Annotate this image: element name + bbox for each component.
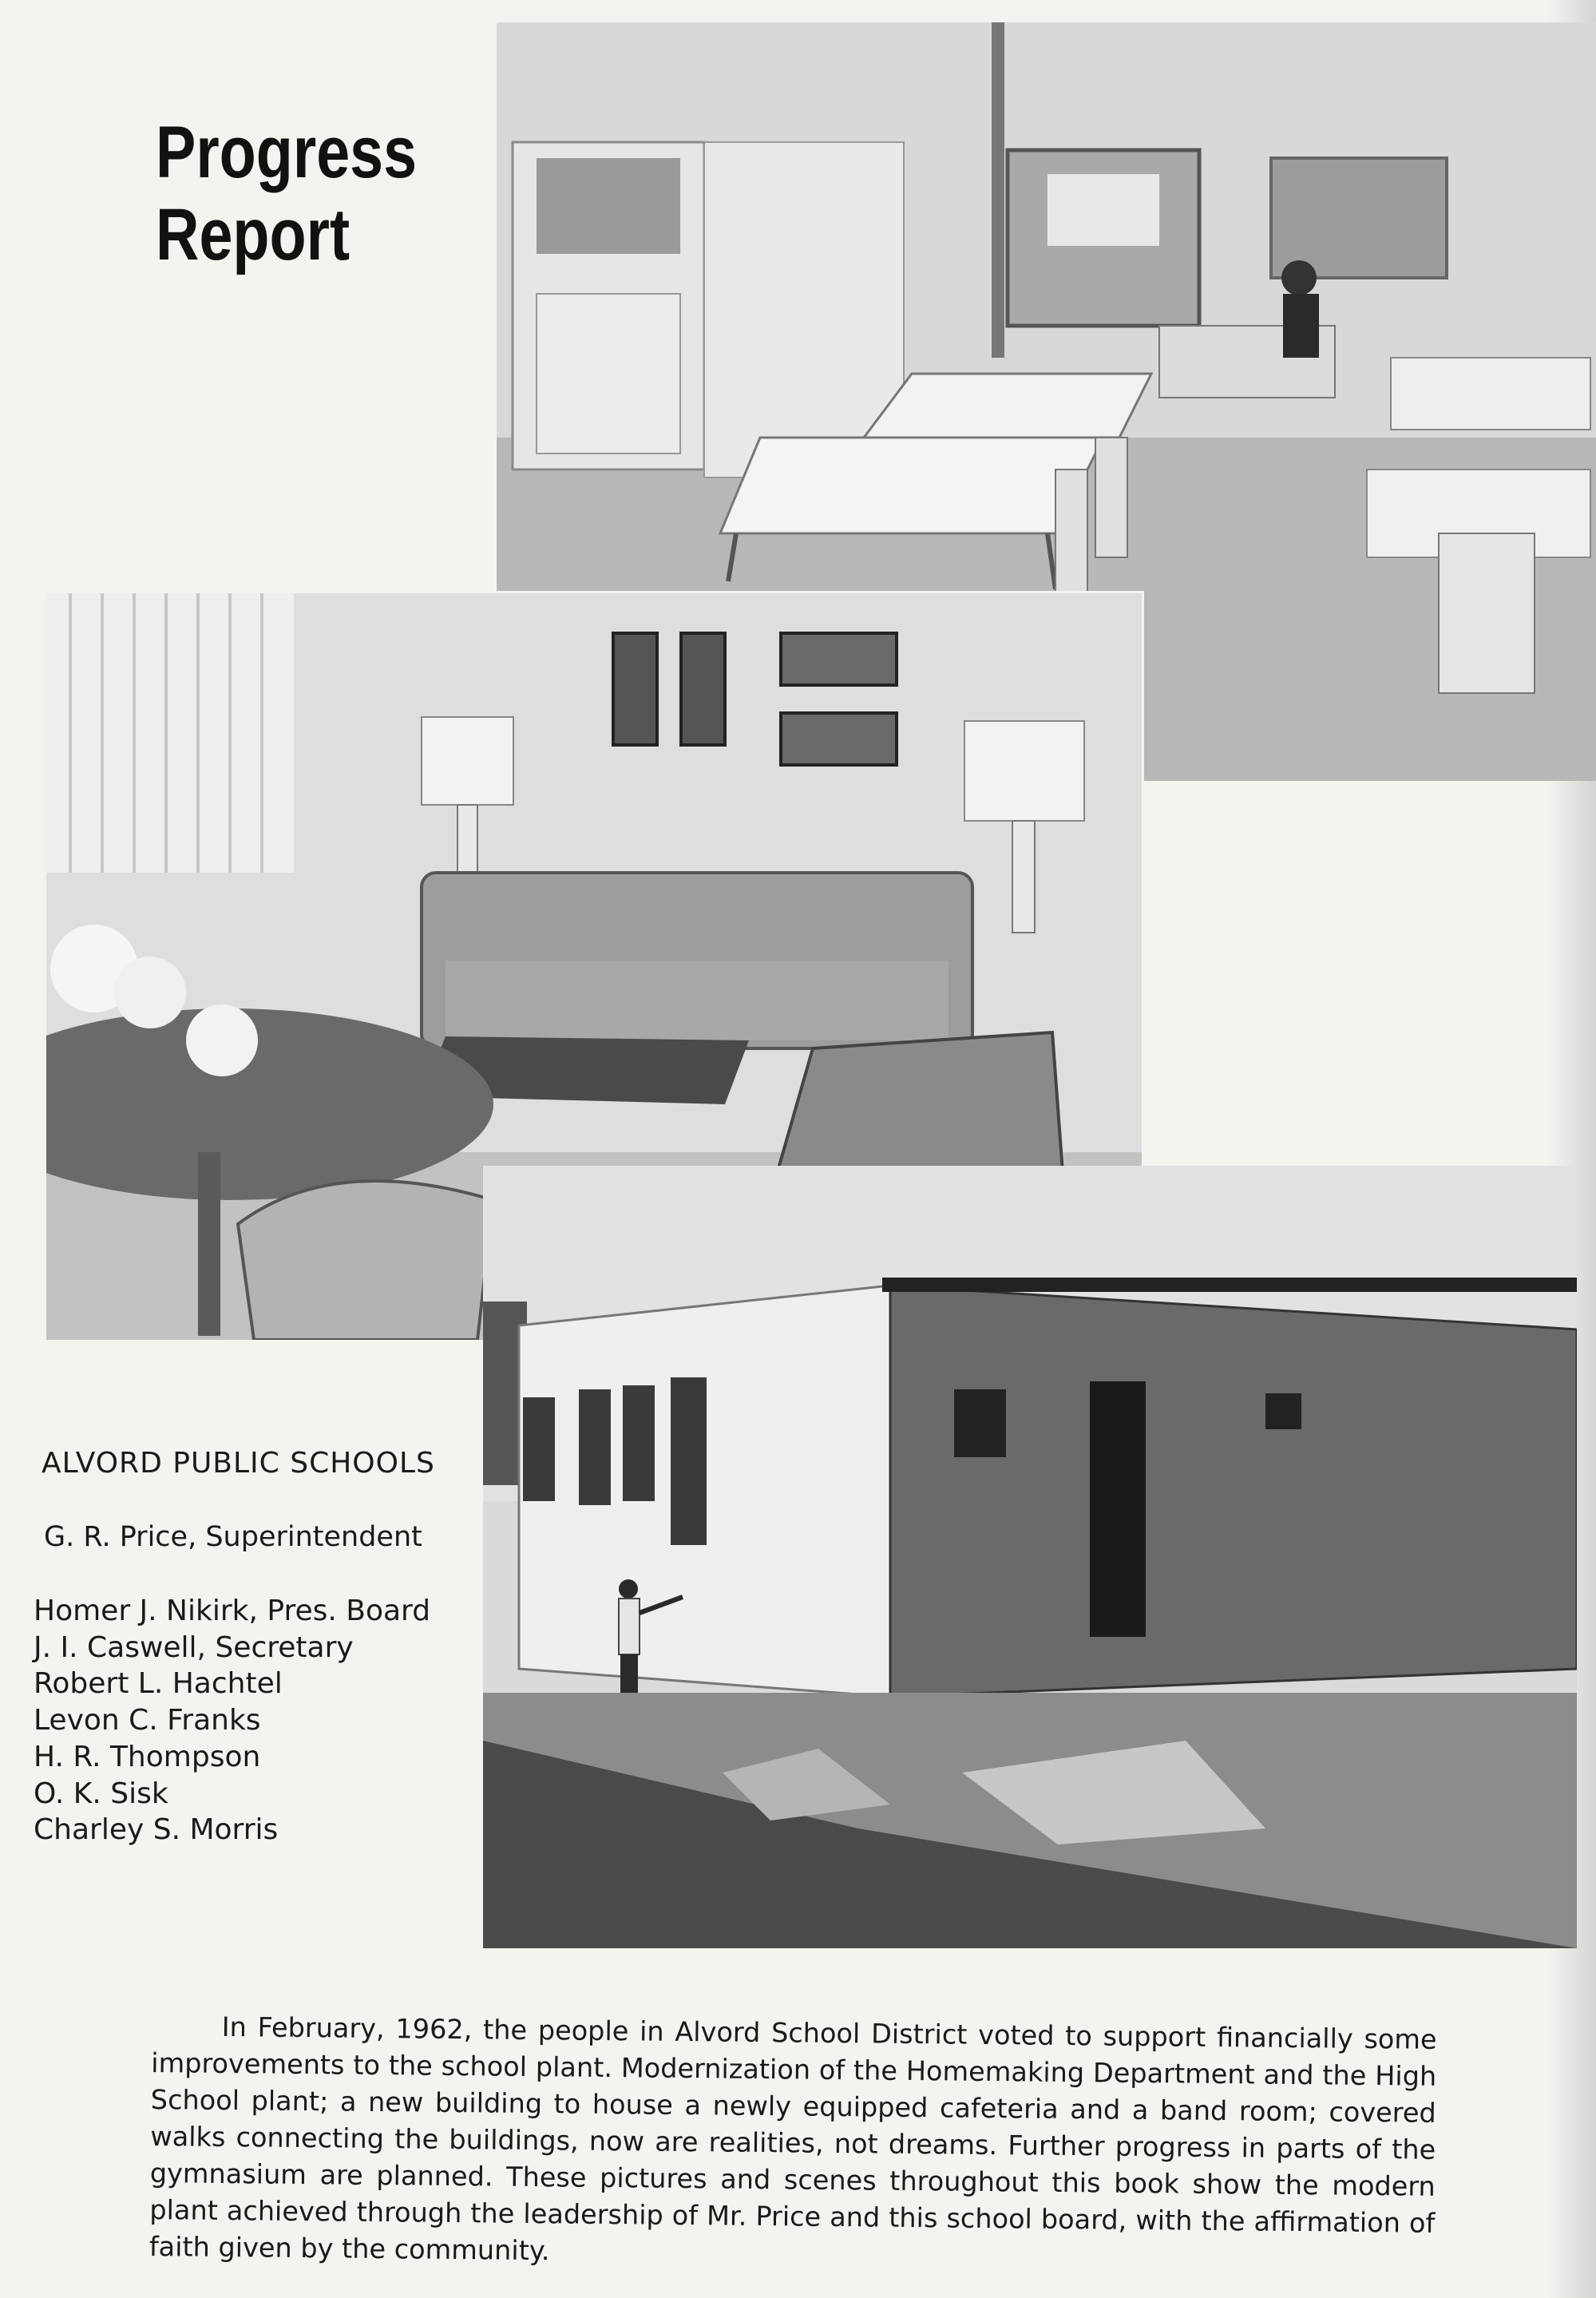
board-members-list (34, 1593, 430, 1848)
board-member: Levon C. Franks (34, 1704, 261, 1737)
superintendent: G. R. Price, Superintendent (44, 1521, 422, 1553)
board-member: Charley S. Morris (34, 1813, 279, 1847)
body-paragraph: In February, 1962, the people in Alvord School District voted to support financially some improvements to the school plant. Modernization of the Homemaking Department and the High School plant; a new building to house a newly equipped cafeteria and a band room; covered walks connecting the buildings, now are realities, not dreams. Further progress in parts of the gymnasium are planned. These pictures and scenes throughout this book show the modern plant achieved through the leadership of Mr. Price and this school board, with the affirmation of faith given by the community. (149, 2011, 1437, 2267)
title-line-1: Progress (156, 112, 418, 193)
board-member: H. R. Thompson (34, 1740, 261, 1773)
board-member: Robert L. Hachtel (34, 1667, 283, 1701)
page-title (156, 112, 417, 276)
board-member: O. K. Sisk (34, 1777, 168, 1810)
photo-new-building (483, 1166, 1577, 1948)
school-name: ALVORD PUBLIC SCHOOLS (42, 1447, 435, 1480)
board-member: Homer J. Nikirk, Pres. Board (34, 1595, 431, 1627)
board-member: J. I. Caswell, Secretary (34, 1630, 354, 1664)
title-line-2: Report (156, 194, 350, 276)
